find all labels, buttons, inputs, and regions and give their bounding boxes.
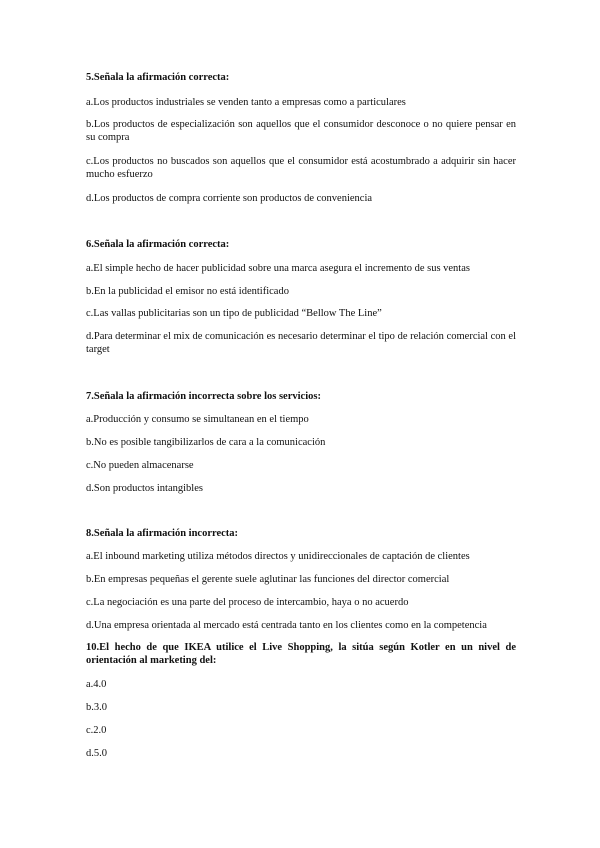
question-title: 6.Señala la afirmación correcta: (86, 239, 230, 250)
answer-option: c.Las vallas publicitarias son un tipo de publicidad “Bellow The Line” (86, 308, 382, 319)
answer-option: d.Una empresa orientada al mercado está centrada tanto en los clientes como en la competencia (86, 620, 487, 631)
answer-option: a.Producción y consumo se simultanean en el tiempo (86, 414, 309, 425)
answer-option: c.2.0 (86, 725, 107, 736)
answer-option: c.La negociación es una parte del proceso de intercambio, haya o no acuerdo (86, 597, 409, 608)
answer-option: a.El simple hecho de hacer publicidad sobre una marca asegura el incremento de sus ventas (86, 263, 470, 274)
answer-option: b.En la publicidad el emisor no está identificado (86, 286, 289, 297)
answer-option: d.Son productos intangibles (86, 483, 203, 494)
question-title: 5.Señala la afirmación correcta: (86, 72, 230, 83)
question-7 (86, 390, 516, 494)
question-10 (86, 641, 516, 759)
answer-option: b.3.0 (86, 702, 107, 713)
answer-option: c.Los productos no buscados son aquellos que el consumidor está acostumbrado a adquirir sin hacer mucho esfuerzo (86, 156, 516, 180)
answer-option: d.5.0 (86, 748, 107, 759)
answer-option: b.No es posible tangibilizarlos de cara a la comunicación (86, 437, 326, 448)
answer-option: d.Para determinar el mix de comunicación es necesario determinar el tipo de relación comercial con el target (86, 331, 516, 355)
question-title: 8.Señala la afirmación incorrecta: (86, 528, 239, 539)
answer-option: a.4.0 (86, 679, 107, 690)
question-title: 7.Señala la afirmación incorrecta sobre los servicios: (86, 391, 321, 402)
question-8 (86, 527, 516, 631)
answer-option: a.Los productos industriales se venden tanto a empresas como a particulares (86, 97, 406, 108)
question-6 (86, 238, 516, 355)
question-5 (86, 71, 516, 204)
question-title: 10.El hecho de que IKEA utilice el Live Shopping, la sitúa según Kotler en un nivel de orientación al marketing del: (86, 642, 516, 666)
answer-option: b.En empresas pequeñas el gerente suele aglutinar las funciones del director comercial (86, 574, 450, 585)
answer-option: a.El inbound marketing utiliza métodos directos y unidireccionales de captación de clientes (86, 551, 470, 562)
answer-option: c.No pueden almacenarse (86, 460, 194, 471)
answer-option: b.Los productos de especialización son aquellos que el consumidor desconoce o no quiere pensar en su compra (86, 119, 516, 143)
answer-option: d.Los productos de compra corriente son productos de conveniencia (86, 193, 373, 204)
